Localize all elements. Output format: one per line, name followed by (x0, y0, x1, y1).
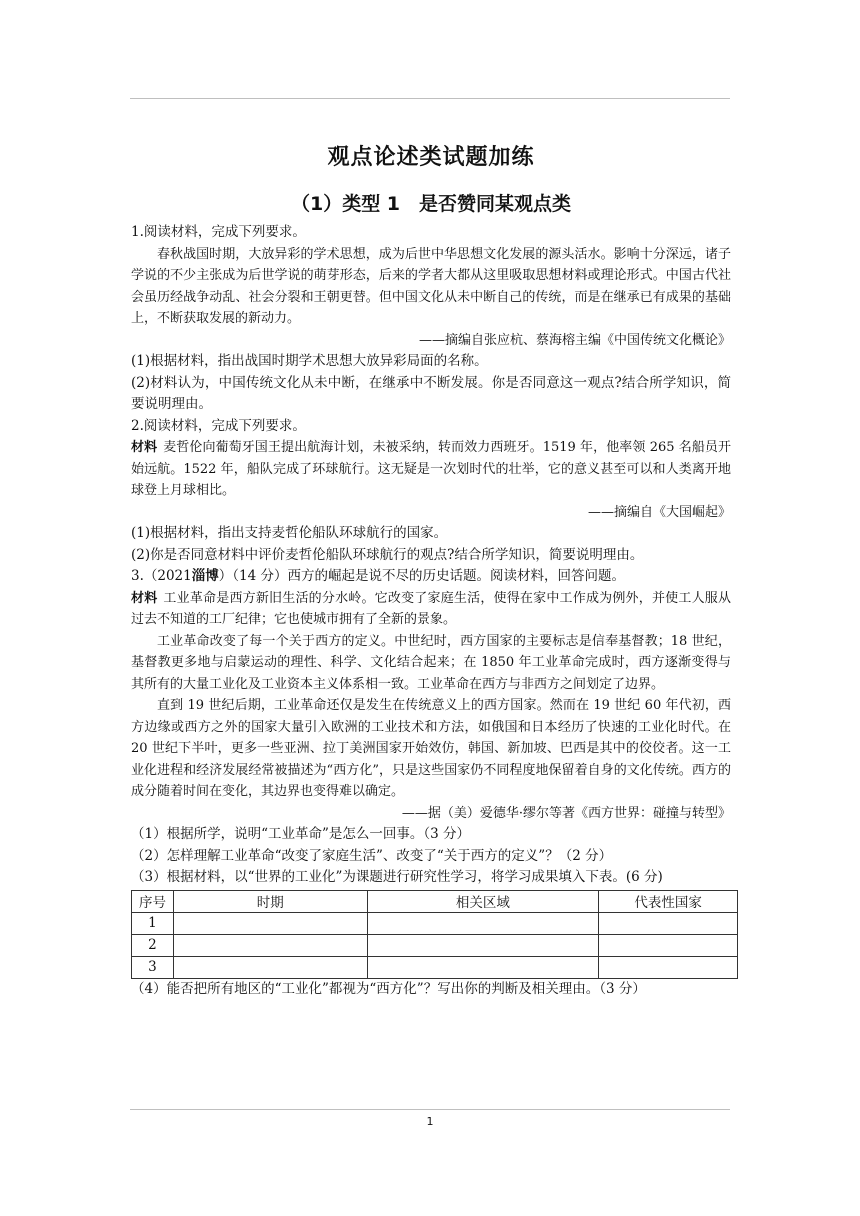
blank-cell[interactable] (173, 912, 367, 934)
header-rule (130, 98, 730, 99)
q1-stem: 1.阅读材料，完成下列要求。 (131, 224, 306, 240)
q3-para2: 工业革命改变了每一个关于西方的定义。中世纪时，西方国家的主要标志是信奉基督教；18 世纪，基督教更多地与启蒙运动的理性、科学、文化结合起来；在 1850 年工业革命完成时，西方逐渐变得与其所有的大量工业化及工业资本主义体系相一致。工业革命在西方与非西方之间划定了边界。 (131, 633, 731, 692)
question-2 (131, 416, 731, 567)
q1-sub2: (2)材料认为，中国传统文化从未中断，在继承中不断发展。你是否同意这一观点?结合所学知识，简要说明理由。 (131, 374, 731, 412)
q3-stem-prefix: 3.（2021 (131, 568, 192, 584)
q2-material: 麦哲伦向葡萄牙国王提出航海计划，未被采纳，转而效力西班牙。1519 年，他率领 265 名船员开始远航。1522 年，船队完成了环球航行。这无疑是一次划时代的壮举，它的意义甚至可以和人类离开地球登上月球相比。 (131, 440, 731, 498)
blank-cell[interactable] (599, 912, 738, 934)
q2-sub2: (2)你是否同意材料中评价麦哲伦船队环球航行的观点?结合所学知识，简要说明理由。 (131, 546, 644, 563)
table-header-cell: 序号 (132, 890, 174, 912)
q3-material-label: 材料 (131, 590, 158, 606)
q3-material-paragraph-1 (131, 588, 731, 631)
page-number: 1 (426, 1115, 434, 1128)
blank-cell[interactable] (599, 934, 738, 956)
section-subtitle: （1）类型 1 是否赞同某观点类 (290, 193, 572, 215)
q2-material-paragraph (131, 437, 731, 502)
q3-sub3: （3）根据材料，以“世界的工业化”为课题进行研究性学习，将学习成果填入下表。(6 分) (131, 869, 663, 885)
q3-source: ——据（美）爱德华·缪尔等著《西方世界：碰撞与转型》 (401, 805, 731, 821)
q3-sub1: （1）根据所学，说明“工业革命”是怎么一回事。（3 分） (131, 826, 471, 842)
blank-cell[interactable] (173, 934, 367, 956)
table-row (132, 956, 738, 978)
q3-stem (131, 566, 731, 588)
row-number: 2 (132, 934, 174, 956)
table-header-cell: 相关区域 (367, 890, 599, 912)
blank-cell[interactable] (173, 956, 367, 978)
table-row (132, 912, 738, 934)
q3-sub2: （2）怎样理解工业革命“改变了家庭生活”、改变了“关于西方的定义”？（2 分） (131, 847, 613, 864)
q1-source: ——摘编自张应杭、蔡海榕主编《中国传统文化概论》 (418, 332, 731, 348)
q3-para1: 工业革命是西方新旧生活的分水岭。它改变了家庭生活，使得在家中工作成为例外，并使工人服从过去不知道的工厂纪律；它也使城市拥有了全新的景象。 (131, 590, 731, 627)
q3-stem-city: 淄博 (191, 568, 219, 584)
page-title: 观点论述类试题加练 (327, 145, 535, 170)
blank-cell[interactable] (367, 956, 599, 978)
q2-material-label: 材料 (131, 440, 158, 455)
blank-cell[interactable] (367, 934, 599, 956)
table-row (132, 934, 738, 956)
row-number: 3 (132, 956, 174, 978)
blank-cell[interactable] (367, 912, 599, 934)
question-1 (131, 222, 731, 416)
q3-sub4: （4）能否把所有地区的“工业化”都视为“西方化”？写出你的判断及相关理由。（3 分） (131, 980, 646, 997)
document-body (131, 138, 731, 1000)
table-header-cell: 代表性国家 (599, 890, 738, 912)
q3-para3: 直到 19 世纪后期，工业革命还仅是发生在传统意义上的西方国家。然而在 19 世纪 60 年代初，西方边缘或西方之外的国家大量引入欧洲的工业技术和方法，如俄国和日本经历了快速的工业化时代。在 20 世纪下半叶，更多一些亚洲、拉丁美洲国家开始效仿，韩国、新加坡、巴西是其中的佼佼者。这一工业化进程和经济发展经常被描述为“西方化”，只是这些国家仍不同程度地保留着自身的文化传统。西方的成分随着时间在变化，其边界也变得难以确定。 (131, 698, 731, 799)
research-table (131, 890, 738, 979)
q1-sub1: (1)根据材料，指出战国时期学术思想大放异彩局面的名称。 (131, 353, 488, 369)
q3-stem-suffix: ）（14 分）西方的崛起是说不尽的历史话题。阅读材料，回答问题。 (218, 568, 625, 584)
blank-cell[interactable] (599, 956, 738, 978)
q1-material: 春秋战国时期，大放异彩的学术思想，成为后世中华思想文化发展的源头活水。影响十分深远，诸子学说的不少主张成为后世学说的萌芽形态，后来的学者大都从这里吸取思想材料或理论形式。中国古代社会虽历经战争动乱、社会分裂和王朝更替。但中国文化从未中断自己的传统，而是在继承已有成果的基础上，不断获取发展的新动力。 (131, 246, 731, 326)
question-3 (131, 566, 731, 1000)
row-number: 1 (132, 912, 174, 934)
q2-stem: 2.阅读材料，完成下列要求。 (131, 417, 306, 434)
footer-rule (130, 1109, 730, 1110)
table-header-cell: 时期 (173, 890, 367, 912)
q2-source: ——摘编自《大国崛起》 (587, 504, 731, 520)
q2-sub1: (1)根据材料，指出支持麦哲伦船队环球航行的国家。 (131, 525, 448, 541)
table-header-row (132, 890, 738, 912)
